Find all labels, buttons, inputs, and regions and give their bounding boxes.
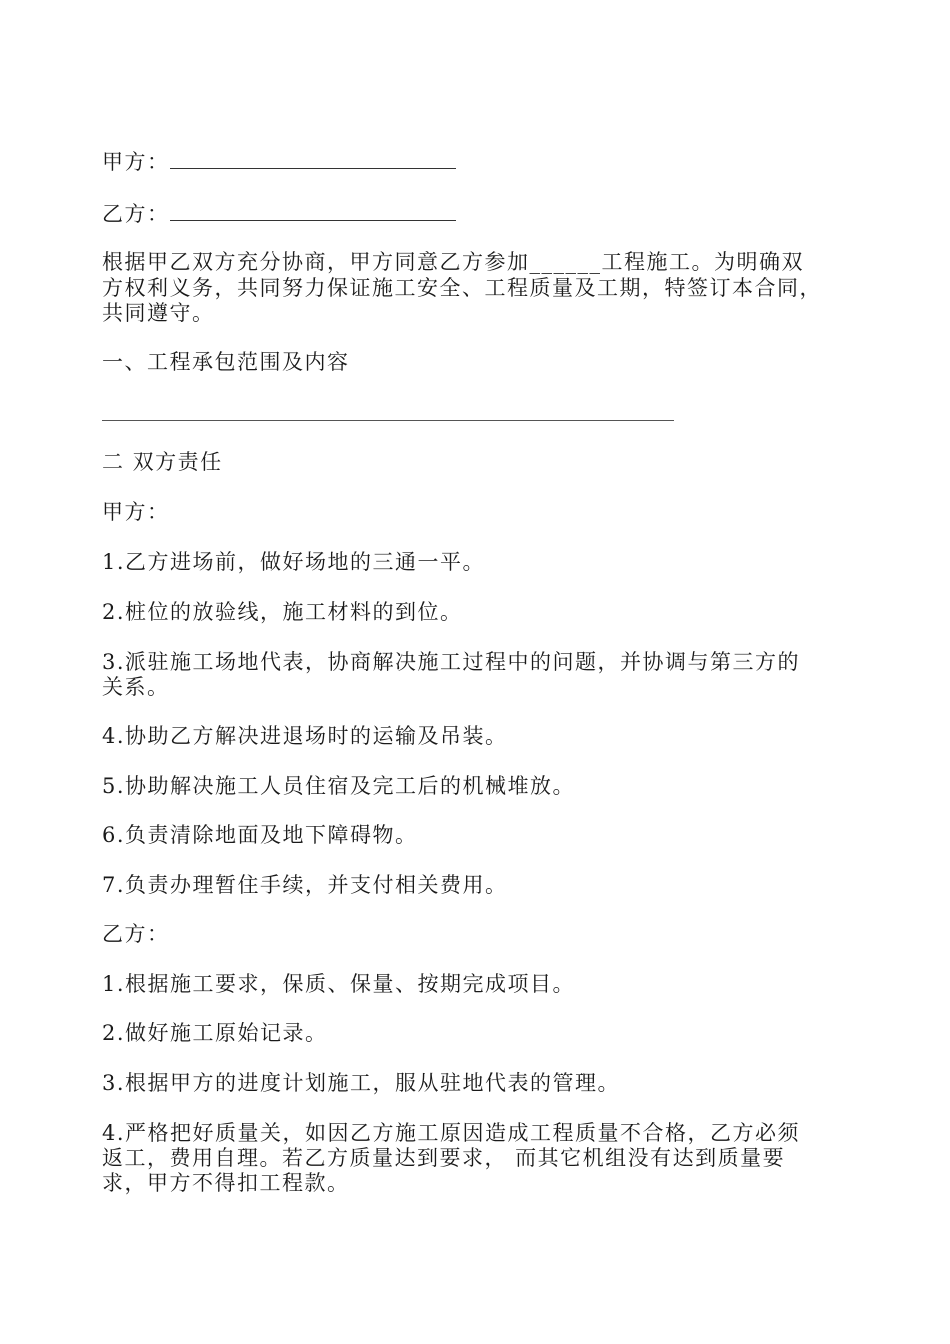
intro-text-1b: 工程施工。为明确双: [601, 250, 804, 274]
party-b-item-continuation: 求，甲方不得扣工程款。: [102, 1171, 350, 1195]
party-a-line: [102, 150, 872, 174]
section-2-title: 二 双方责任: [102, 450, 223, 474]
party-b-label: 乙方：: [102, 202, 170, 226]
intro-line-3: 共同遵守。: [102, 301, 215, 325]
party-a-heading: 甲方：: [102, 500, 170, 524]
party-b-item: 3.根据甲方的进度计划施工，服从驻地代表的管理。: [102, 1071, 621, 1095]
party-a-item: 4.协助乙方解决进退场时的运输及吊装。: [102, 724, 508, 748]
party-a-item: 1.乙方进场前，做好场地的三通一平。: [102, 550, 486, 574]
intro-text-1a: 根据甲乙双方充分协商，甲方同意乙方参加: [102, 250, 530, 274]
scope-blank-rule: [102, 420, 674, 421]
section-1-title: 一、工程承包范围及内容: [102, 350, 350, 374]
party-b-item: 2.做好施工原始记录。: [102, 1021, 328, 1045]
party-a-item-continuation: 关系。: [102, 675, 170, 699]
party-b-item: 4.严格把好质量关，如因乙方施工原因造成工程质量不合格，乙方必须: [102, 1121, 801, 1145]
party-a-item: 7.负责办理暂住手续，并支付相关费用。: [102, 873, 508, 897]
party-a-item: 5.协助解决施工人员住宿及完工后的机械堆放。: [102, 774, 576, 798]
party-a-blank: [170, 150, 456, 169]
intro-line-1: [102, 250, 872, 274]
party-b-line: [102, 202, 872, 226]
party-b-blank: [170, 202, 456, 221]
party-a-item: 3.派驻施工场地代表，协商解决施工过程中的问题，并协调与第三方的: [102, 650, 801, 674]
party-b-item: 1.根据施工要求，保质、保量、按期完成项目。: [102, 972, 576, 996]
party-b-item-continuation: 返工，费用自理。若乙方质量达到要求， 而其它机组没有达到质量要: [102, 1146, 786, 1170]
party-b-heading: 乙方：: [102, 922, 170, 946]
intro-line-2: 方权利义务，共同努力保证施工安全、工程质量及工期，特签订本合同，: [102, 276, 822, 300]
party-a-item: 2.桩位的放验线，施工材料的到位。: [102, 600, 463, 624]
project-name-blank: ______: [529, 250, 602, 274]
party-a-label: 甲方：: [102, 150, 170, 174]
party-a-item: 6.负责清除地面及地下障碍物。: [102, 823, 418, 847]
